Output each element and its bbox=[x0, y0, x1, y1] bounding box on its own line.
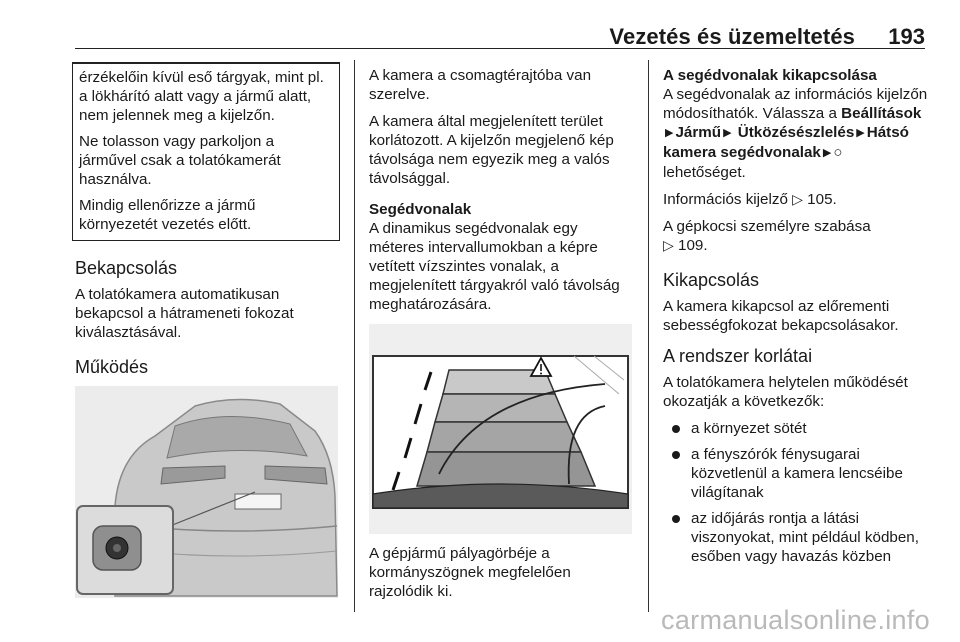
paragraph: A kamera a csomagtérajtóba van szerelve. bbox=[369, 67, 592, 103]
arrow-right-icon: ▶ bbox=[822, 147, 832, 159]
column-divider bbox=[648, 60, 649, 612]
section-heading: Kikapcsolás bbox=[663, 270, 760, 290]
list-item: az időjárás rontja a látási viszonyokat, mint például ködben, esőben vagy havazás közben bbox=[663, 509, 928, 566]
column-divider bbox=[354, 60, 355, 612]
subheading: A segédvonalak kikapcsolása bbox=[663, 67, 877, 84]
section-heading: Bekapcsolás bbox=[75, 258, 178, 278]
rear-camera-car-illustration bbox=[75, 386, 338, 598]
list-item: a környezet sötét bbox=[663, 419, 928, 438]
paragraph: A tolatókamera helytelen működését okozatják a következők: bbox=[663, 374, 908, 410]
paragraph: A kamera kikapcsol az előrementi sebességfokozat bekapcsolásakor. bbox=[663, 298, 899, 334]
menu-path-item: Ütközésészlelés bbox=[737, 124, 855, 141]
arrow-right-icon: ▶ bbox=[856, 127, 865, 139]
page-header bbox=[75, 10, 925, 49]
paragraph: A dinamikus segédvonalak egy méteres intervallumokban a képre vetített vízszintes vonalak, a megjelenített tárgyakról való távolság meghatározására. bbox=[369, 220, 620, 313]
section-heading: A rendszer korlátai bbox=[663, 346, 813, 366]
column-3 bbox=[663, 66, 928, 573]
menu-path-item: Beállítások bbox=[841, 105, 922, 122]
warning-text: Mindig ellenőrizze a jármű környezetét vezetés előtt. bbox=[79, 197, 256, 233]
arrow-right-icon: ▶ bbox=[723, 127, 732, 139]
circle-icon: ○ bbox=[833, 144, 843, 161]
paragraph: A segédvonalak az információs kijelzőn módosíthatók. Válassza a Beállítások▶ Jármű ▶ Ütközésészlelés ▶ Hátsó kamera segédvonalak ▶ ○ lehetőséget. bbox=[663, 86, 928, 181]
warning-text: érzékelőin kívül eső tárgyak, mint pl. a lökhárító alatt vagy a jármű alatt, nem jelennek meg a kijelzőn. bbox=[79, 69, 324, 124]
paragraph: A gépkocsi személyre szabása ▷ 109. bbox=[663, 218, 871, 254]
page-ref-icon: ▷ bbox=[663, 237, 674, 253]
paragraph: A gépjármű pályagörbéje a kormányszögnek megfelelően rajzolódik ki. bbox=[369, 545, 571, 600]
page-ref-icon: ▷ bbox=[792, 191, 803, 207]
paragraph: A kamera által megjelenített terület korlátozott. A kijelzőn megjelenő kép távolsága nem egyezik meg a valós távolsággal. bbox=[369, 113, 614, 187]
warning-text: Ne tolasson vagy parkoljon a járművel csak a tolatókamerát használva. bbox=[79, 133, 281, 188]
warning-box bbox=[72, 62, 340, 241]
paragraph: A tolatókamera automatikusan bekapcsol a hátrameneti fokozat kiválasztásával. bbox=[75, 286, 294, 341]
list-item: a fényszórók fénysugarai közvetlenül a kamera lencséibe világítanak bbox=[663, 445, 928, 502]
limitations-list bbox=[663, 419, 928, 566]
menu-path-item: Hátsó kamera segédvonalak bbox=[663, 124, 909, 161]
page-number: 193 bbox=[888, 24, 925, 49]
menu-path-item: Jármű bbox=[675, 124, 722, 141]
watermark: carmanualsonline.info bbox=[661, 605, 930, 635]
column-2 bbox=[369, 66, 634, 609]
paragraph: Információs kijelző ▷ 105. bbox=[663, 191, 837, 208]
subheading: Segédvonalak bbox=[369, 201, 472, 218]
arrow-right-icon: ▶ bbox=[665, 127, 674, 139]
page-title: Vezetés és üzemeltetés bbox=[609, 24, 855, 49]
section-heading: Működés bbox=[75, 357, 149, 377]
column-1 bbox=[75, 62, 340, 598]
camera-display-guidelines-illustration bbox=[369, 324, 632, 534]
